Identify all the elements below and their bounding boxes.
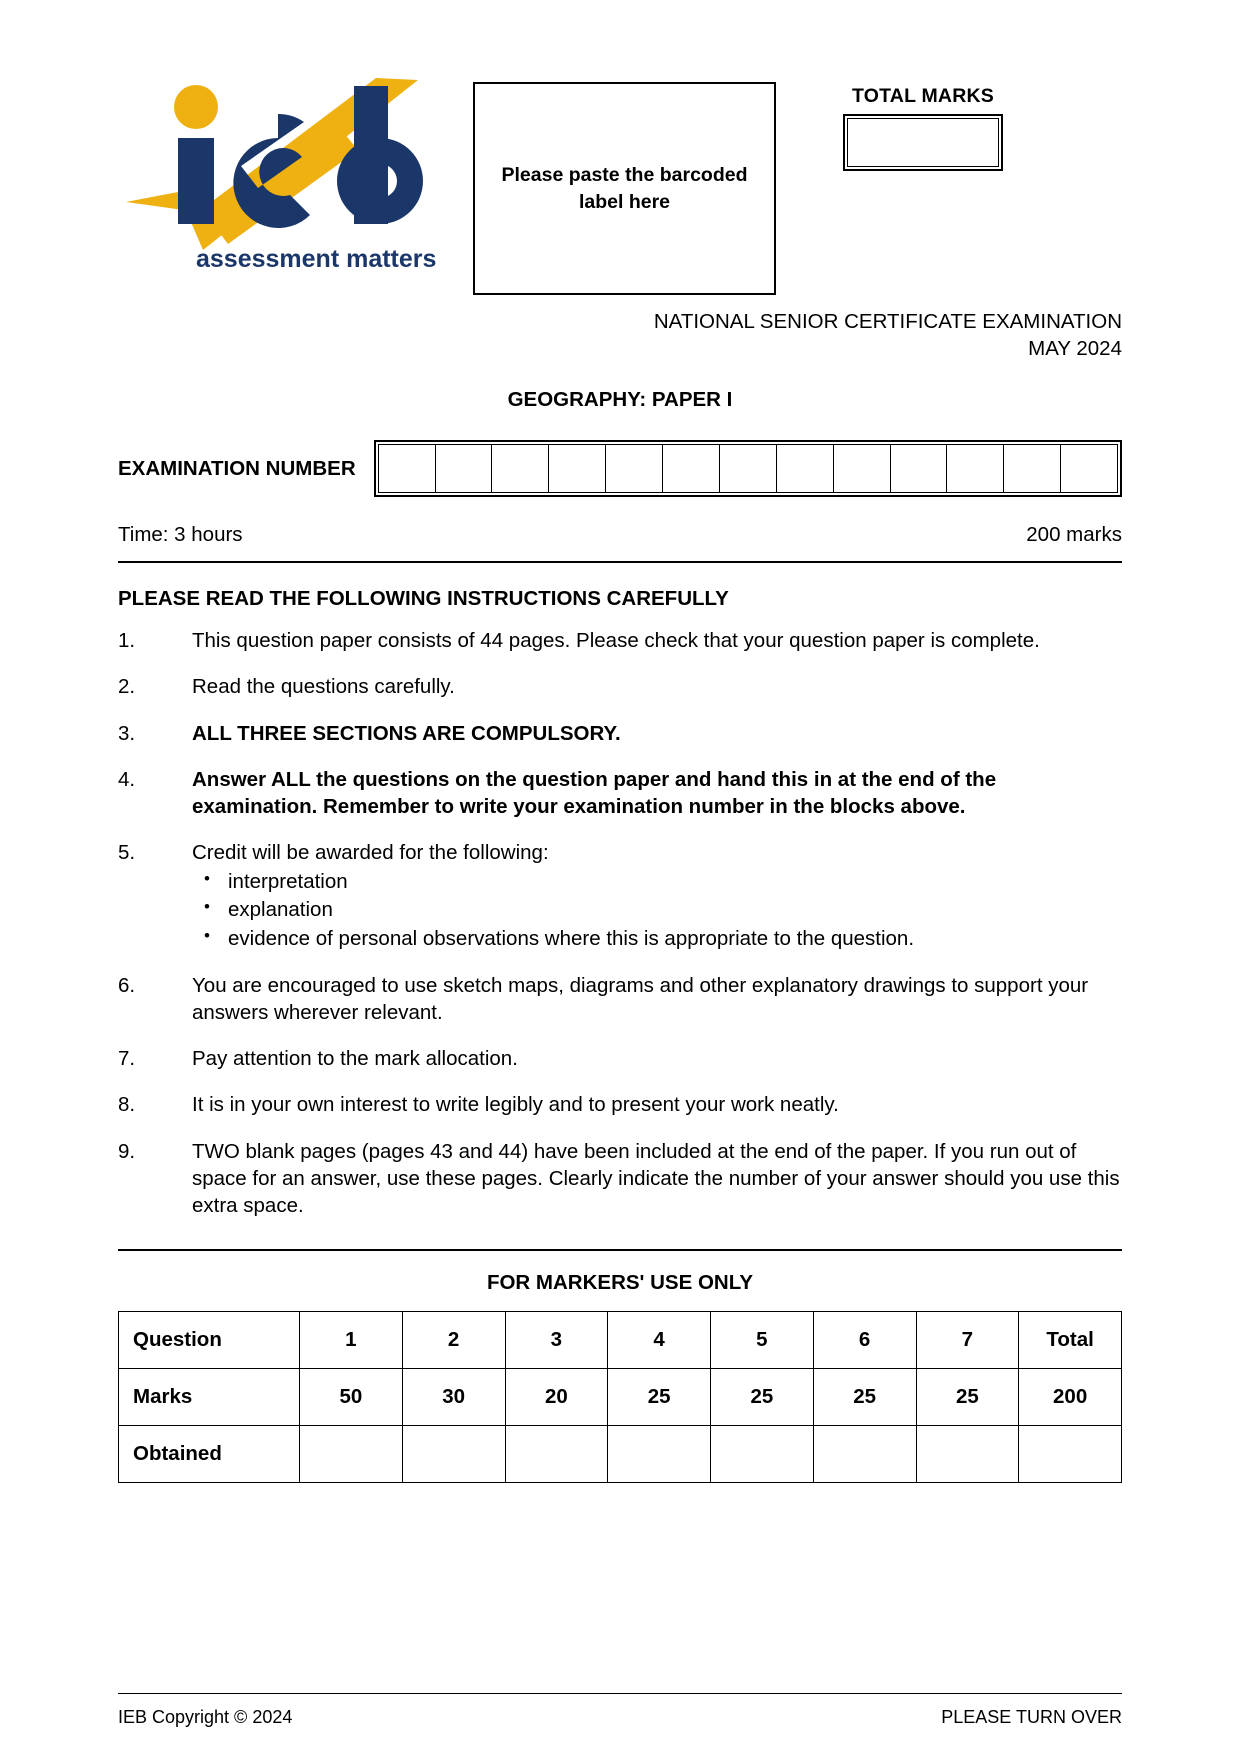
examination-number-cells[interactable] — [378, 444, 1118, 493]
instruction-paragraph: Pay attention to the mark allocation. — [192, 1047, 518, 1071]
instruction-number: 9. — [118, 1139, 136, 1163]
page-title: GEOGRAPHY: PAPER I — [507, 388, 733, 412]
markers-table-title: FOR MARKERS' USE ONLY — [486, 1271, 754, 1295]
table-cell: 200 — [1019, 1369, 1122, 1426]
instruction-item — [118, 673, 1122, 700]
table-cell: 25 — [916, 1369, 1019, 1426]
instruction-number: 5. — [118, 841, 136, 865]
total-marks-value[interactable] — [847, 118, 999, 167]
instruction-item — [118, 1091, 1122, 1118]
instruction-paragraph: It is in your own interest to write legibly and to present your work neatly. — [192, 1093, 839, 1117]
exam-date-line: MAY 2024 — [1028, 337, 1122, 361]
marks-obtained-cell[interactable] — [300, 1426, 403, 1483]
instruction-item — [118, 972, 1122, 1027]
instruction-paragraph: Read the questions carefully. — [192, 675, 455, 699]
instruction-item — [118, 627, 1122, 654]
examination-number-cell[interactable] — [379, 445, 436, 492]
instruction-paragraph: You are encouraged to use sketch maps, diagrams and other explanatory drawings to support your answers wherever relevant. — [192, 973, 1089, 1024]
marks-obtained-cell[interactable] — [711, 1426, 814, 1483]
examination-number-cell[interactable] — [1004, 445, 1061, 492]
examination-number-cell[interactable] — [720, 445, 777, 492]
instruction-paragraph: Answer ALL the questions on the question paper and hand this in at the end of the examination. Remember to write your examination number in the blocks above. — [192, 767, 997, 819]
instructions-list — [118, 627, 1122, 1219]
marks-obtained-cell[interactable] — [1019, 1426, 1122, 1483]
ieb-logo-icon — [118, 72, 448, 282]
table-cell: 25 — [608, 1369, 711, 1426]
total-marks-area — [843, 84, 1003, 171]
table-cell: 25 — [711, 1369, 814, 1426]
examination-number-cell[interactable] — [1061, 445, 1117, 492]
table-cell: Total — [1019, 1312, 1122, 1369]
instruction-text — [192, 627, 1122, 654]
instruction-item — [118, 720, 1122, 747]
marks-obtained-cell[interactable] — [505, 1426, 608, 1483]
time-and-marks-row — [118, 523, 1122, 547]
instruction-number: 4. — [118, 767, 136, 791]
exam-board-line: NATIONAL SENIOR CERTIFICATE EXAMINATION — [653, 310, 1122, 333]
table-cell: 6 — [813, 1312, 916, 1369]
examination-number-cell[interactable] — [606, 445, 663, 492]
instruction-text — [192, 839, 1122, 952]
instruction-number: 1. — [118, 629, 136, 653]
table-cell: 2 — [402, 1312, 505, 1369]
table-cell: 25 — [813, 1369, 916, 1426]
divider-bottom — [118, 1249, 1122, 1251]
exam-authority-block — [118, 308, 1122, 362]
table-row — [119, 1426, 1122, 1483]
marks-obtained-cell[interactable] — [402, 1426, 505, 1483]
instruction-item — [118, 1045, 1122, 1072]
examination-number-cell[interactable] — [834, 445, 891, 492]
instruction-number: 3. — [118, 721, 136, 745]
divider-top — [118, 561, 1122, 563]
instruction-text — [192, 972, 1122, 1027]
table-cell: 4 — [608, 1312, 711, 1369]
examination-number-cell[interactable] — [492, 445, 549, 492]
total-marks-box[interactable] — [843, 114, 1003, 171]
table-row — [119, 1312, 1122, 1369]
page-footer — [118, 1707, 1122, 1728]
instruction-item — [118, 839, 1122, 952]
barcode-label-box[interactable] — [473, 82, 776, 295]
table-row-header: Question — [119, 1312, 300, 1369]
examination-number-cell[interactable] — [663, 445, 720, 492]
instruction-text — [192, 1045, 1122, 1072]
table-row — [119, 1369, 1122, 1426]
examination-number-row — [118, 440, 1122, 497]
table-row-header: Marks — [119, 1369, 300, 1426]
barcode-instruction-text: Please paste the barcoded label here — [501, 164, 748, 213]
turn-over-notice: PLEASE TURN OVER — [941, 1707, 1122, 1727]
table-cell: 7 — [916, 1312, 1019, 1369]
examination-number-cell[interactable] — [947, 445, 1004, 492]
examination-number-cell[interactable] — [891, 445, 948, 492]
instruction-number: 6. — [118, 973, 136, 997]
examination-number-cell[interactable] — [777, 445, 834, 492]
examination-number-cell[interactable] — [436, 445, 493, 492]
markers-table — [118, 1311, 1122, 1483]
instruction-text — [192, 720, 1122, 747]
table-cell: 1 — [300, 1312, 403, 1369]
instruction-text — [192, 1091, 1122, 1118]
footer-divider — [118, 1693, 1122, 1694]
examination-number-input[interactable] — [374, 440, 1122, 497]
instruction-number: 7. — [118, 1047, 136, 1071]
list-item: • interpretation — [192, 869, 1122, 896]
exam-total-marks: 200 marks — [1026, 523, 1122, 547]
instruction-number: 2. — [118, 675, 136, 699]
table-cell: 50 — [300, 1369, 403, 1426]
instruction-text — [192, 766, 1122, 821]
table-cell: 5 — [711, 1312, 814, 1369]
list-item: • explanation — [192, 897, 1122, 924]
marks-obtained-cell[interactable] — [813, 1426, 916, 1483]
examination-number-cell[interactable] — [549, 445, 606, 492]
instruction-item — [118, 766, 1122, 821]
instruction-bullet-list — [192, 869, 1122, 953]
marks-obtained-cell[interactable] — [916, 1426, 1019, 1483]
instruction-paragraph: ALL THREE SECTIONS ARE COMPULSORY. — [192, 721, 621, 745]
instruction-text — [192, 1138, 1122, 1220]
logo-tagline: assessment matters — [196, 245, 437, 273]
instruction-paragraph: TWO blank pages (pages 43 and 44) have been included at the end of the paper. If you run out of space for an answer, use these pages. Clearly indicate the number of your answer should you use this extra space. — [192, 1139, 1120, 1218]
instruction-paragraph: Credit will be awarded for the following: — [192, 841, 549, 865]
table-cell: 3 — [505, 1312, 608, 1369]
examination-number-label: EXAMINATION NUMBER — [118, 456, 356, 480]
instruction-text — [192, 673, 1122, 700]
instruction-paragraph: This question paper consists of 44 pages. Please check that your question paper is complete. — [192, 629, 1040, 653]
instruction-item — [118, 1138, 1122, 1220]
page-header — [0, 62, 1240, 302]
total-marks-label: TOTAL MARKS — [852, 85, 994, 107]
instruction-number: 8. — [118, 1093, 136, 1117]
instructions-heading: PLEASE READ THE FOLLOWING INSTRUCTIONS CAREFULLY — [118, 587, 729, 611]
exam-duration: Time: 3 hours — [118, 523, 243, 547]
copyright-notice: IEB Copyright © 2024 — [118, 1707, 293, 1727]
list-item: • evidence of personal observations where this is appropriate to the question. — [192, 926, 1122, 953]
table-row-header: Obtained — [119, 1426, 300, 1483]
marks-obtained-cell[interactable] — [608, 1426, 711, 1483]
ieb-logo — [118, 72, 448, 282]
table-cell: 30 — [402, 1369, 505, 1426]
table-cell: 20 — [505, 1369, 608, 1426]
